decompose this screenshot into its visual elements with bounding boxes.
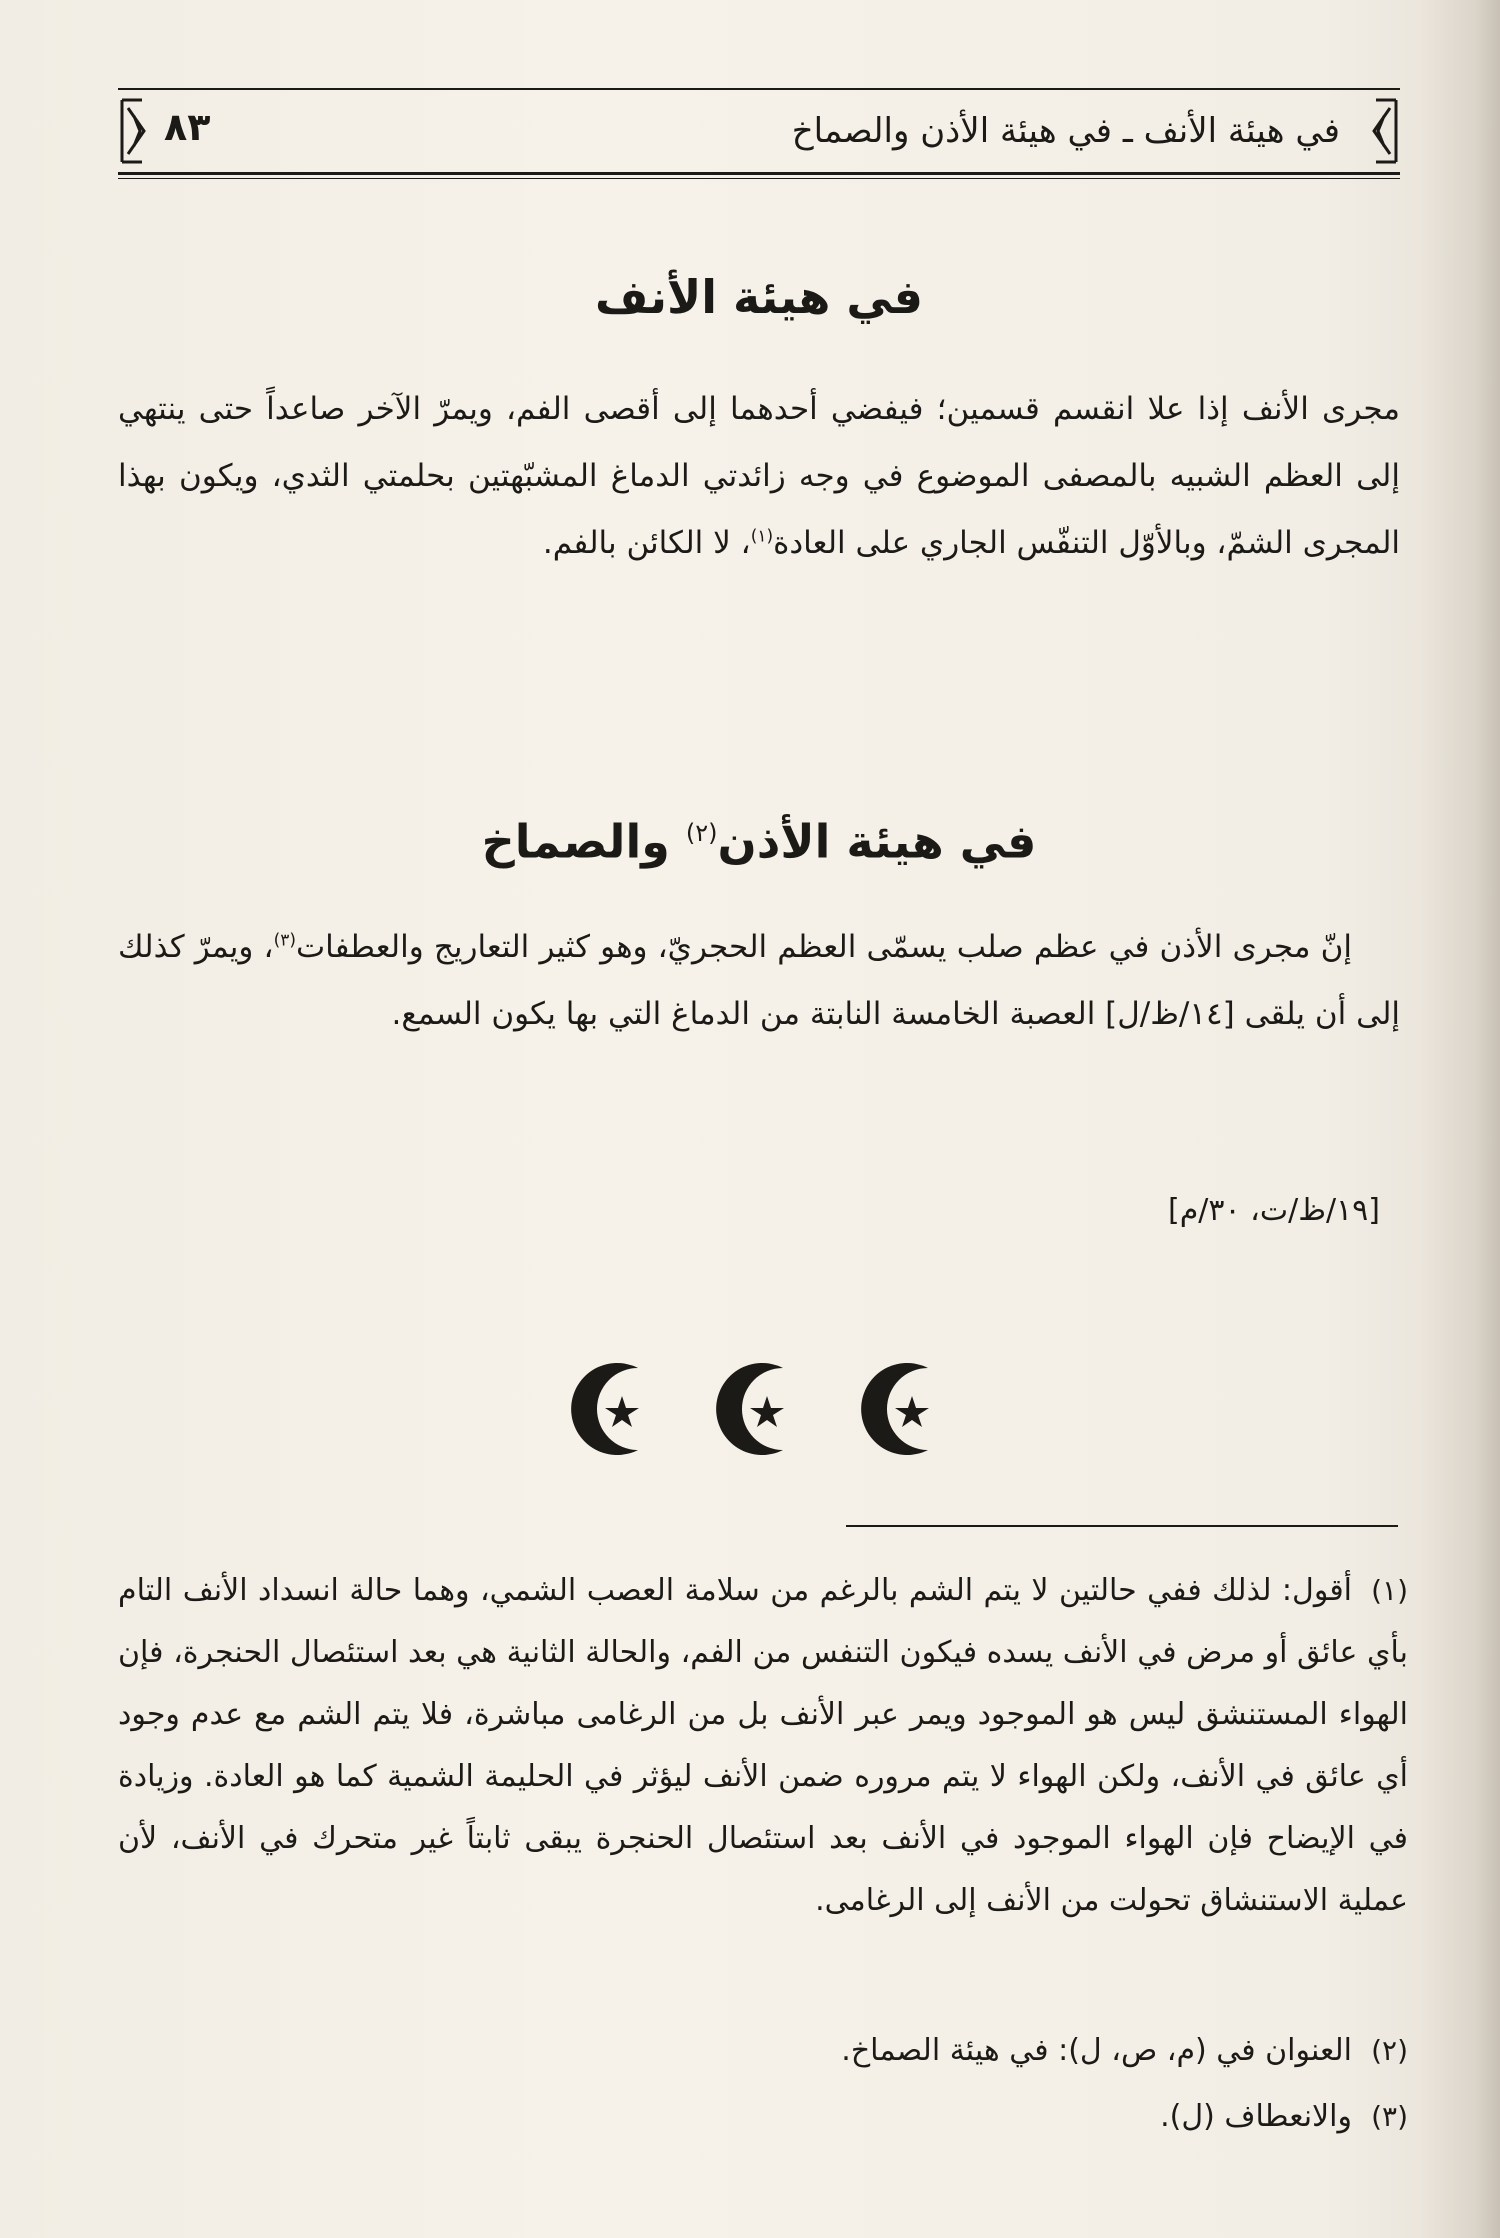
footnote-2 xyxy=(118,2028,1408,2074)
crescent-star-icon xyxy=(705,1354,815,1464)
section-heading-ear xyxy=(118,798,1400,876)
footnote-ref: (١) xyxy=(750,526,774,547)
page-number: ٨٣ xyxy=(164,105,211,149)
paragraph-text: ، لا الكائن بالفم. xyxy=(542,525,751,561)
heading-text: في هيئة الأذن xyxy=(717,814,1037,869)
paragraph-text: ، ويمرّ كذلك إلى أن يلقى [١٤/ظ/ل] العصبة الخامسة النابتة من الدماغ التي بها يكون السمع. xyxy=(118,929,1400,1032)
section-heading-nose: في هيئة الأنف xyxy=(594,270,924,324)
crescent-star-icon xyxy=(560,1354,670,1464)
footnote-marker: (١) xyxy=(1371,1574,1408,1607)
header-bottom-rule xyxy=(118,172,1400,175)
paragraph-ear xyxy=(118,914,1400,1048)
page-binding-shadow xyxy=(1420,0,1500,2238)
header-ornament-icon xyxy=(1360,98,1400,164)
section-end-ornament xyxy=(560,1354,960,1464)
running-header xyxy=(118,88,1400,178)
footnote-ref: (٣) xyxy=(273,930,296,951)
paragraph-nose xyxy=(118,376,1400,577)
heading-text: والصماخ xyxy=(481,814,686,869)
header-title: في هيئة الأنف ـ في هيئة الأذن والصماخ xyxy=(791,111,1340,151)
footnote-3 xyxy=(118,2094,1408,2140)
footnote-marker: (٣) xyxy=(1371,2100,1408,2133)
header-bottom-thin-rule xyxy=(118,178,1400,179)
footnote-text: أقول: لذلك ففي حالتين لا يتم الشم بالرغم من سلامة العصب الشمي، وهما حالة انسداد الأنف التام بأي عائق أو مرض في الأنف يسده فيكون التنفس من الفم، والحالة الثانية هي بعد استئصال الحنجرة، فإن الهواء المستنشق ليس هو الموجود ويمر عبر الأنف بل من الرغامى مباشرة، فلا يتم الشم مع عدم وجود أي عائق في الأنف، ولكن الهواء لا يتم مروره ضمن الأنف ليؤثر في الحليمة الشمية كما هو العادة. وزيادة في الإيضاح فإن الهواء الموجود في الأنف بعد استئصال الحنجرة يبقى ثابتاً غير متحرك في الأنف، لأن عملية الاستنشاق تحولت من الأنف إلى الرغامى. xyxy=(118,1573,1408,1918)
paragraph-text: مجرى الأنف إذا علا انقسم قسمين؛ فيفضي أحدهما إلى أقصى الفم، ويمرّ الآخر صاعداً حتى ينتهي إلى العظم الشبيه بالمصفى الموضوع في وجه زائدتي الدماغ المشبّهتين بحلمتي الثدي، ويكون بهذا المجرى الشمّ، وبالأوّل التنفّس الجاري على العادة xyxy=(118,391,1400,561)
crescent-star-icon xyxy=(850,1354,960,1464)
footnote-1 xyxy=(118,1560,1408,1932)
paragraph-text: إنّ مجرى الأذن في عظم صلب يسمّى العظم الحجريّ، وهو كثير التعاريج والعطفات xyxy=(295,929,1352,965)
footnote-marker: (٢) xyxy=(1371,2034,1408,2067)
manuscript-reference: [١٩/ظ/ت، ٣٠/م] xyxy=(1168,1193,1380,1228)
footnote-text: والانعطاف (ل). xyxy=(1160,2099,1352,2134)
header-ornament-icon xyxy=(118,98,158,164)
header-top-rule xyxy=(118,88,1400,90)
footnote-separator xyxy=(846,1525,1398,1527)
footnote-ref: (٢) xyxy=(685,819,718,847)
footnote-text: العنوان في (م، ص، ل): في هيئة الصماخ. xyxy=(841,2033,1352,2068)
